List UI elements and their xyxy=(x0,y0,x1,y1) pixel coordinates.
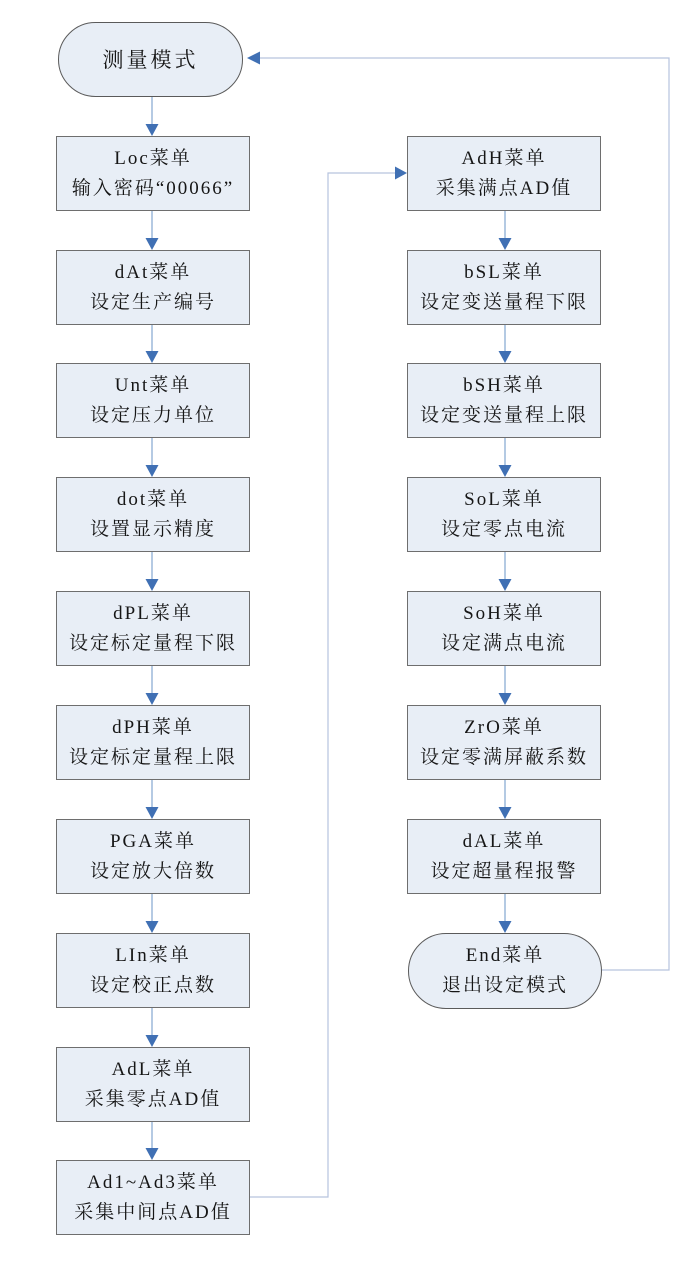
node-bsh-menu xyxy=(407,363,601,438)
node-ad1-ad3-menu xyxy=(56,1160,250,1235)
node-dpl-menu xyxy=(56,591,250,666)
node-subtitle: 设定标定量程下限 xyxy=(68,632,237,654)
node-dot-menu xyxy=(56,477,250,552)
node-unt-menu xyxy=(56,363,250,438)
node-title: PGA菜单 xyxy=(109,830,196,852)
node-title: Ad1~Ad3菜单 xyxy=(87,1171,219,1193)
node-subtitle: 设定变送量程上限 xyxy=(419,404,588,426)
node-end-menu xyxy=(408,933,602,1009)
node-title: SoL菜单 xyxy=(464,488,544,510)
node-pga-menu xyxy=(56,819,250,894)
node-title: bSH菜单 xyxy=(463,374,545,396)
node-dat-menu xyxy=(56,250,250,325)
node-subtitle: 采集满点AD值 xyxy=(435,177,573,199)
node-subtitle: 设定校正点数 xyxy=(89,974,216,996)
node-subtitle: 设定变送量程下限 xyxy=(419,291,588,313)
node-title: SoH菜单 xyxy=(463,602,545,624)
node-measure-mode xyxy=(58,22,243,97)
connector-ad13-to-adh xyxy=(250,173,395,1197)
node-sol-menu xyxy=(407,477,601,552)
node-title: dAt菜单 xyxy=(114,261,192,283)
node-title: ZrO菜单 xyxy=(464,716,544,738)
node-bsl-menu xyxy=(407,250,601,325)
arrowhead-into-start xyxy=(247,52,260,65)
node-title: AdH菜单 xyxy=(461,147,547,169)
node-title: End菜单 xyxy=(465,945,545,966)
node-subtitle: 采集零点AD值 xyxy=(84,1088,222,1110)
node-adh-menu xyxy=(407,136,601,211)
node-subtitle: 采集中间点AD值 xyxy=(74,1201,232,1223)
node-title: Loc菜单 xyxy=(114,147,192,169)
node-dal-menu xyxy=(407,819,601,894)
node-subtitle: 输入密码“00066” xyxy=(71,177,235,199)
node-adl-menu xyxy=(56,1047,250,1122)
node-subtitle: 设定超量程报警 xyxy=(430,860,578,882)
node-title: AdL菜单 xyxy=(111,1058,195,1080)
node-subtitle: 设定生产编号 xyxy=(89,291,216,313)
node-zro-menu xyxy=(407,705,601,780)
node-subtitle: 设定零点电流 xyxy=(440,518,567,540)
node-lin-menu xyxy=(56,933,250,1008)
node-subtitle: 设置显示精度 xyxy=(89,518,216,540)
node-title: dPL菜单 xyxy=(113,602,193,624)
node-subtitle: 设定压力单位 xyxy=(89,404,216,426)
node-title: dAL菜单 xyxy=(462,830,546,852)
node-title: bSL菜单 xyxy=(464,261,544,283)
node-subtitle: 设定标定量程上限 xyxy=(68,746,237,768)
node-title: Unt菜单 xyxy=(114,374,192,396)
node-subtitle: 设定满点电流 xyxy=(440,632,567,654)
arrowhead-into-adh xyxy=(395,167,407,180)
node-title: dPH菜单 xyxy=(112,716,194,738)
node-title: dot菜单 xyxy=(116,488,190,510)
node-dph-menu xyxy=(56,705,250,780)
node-subtitle: 退出设定模式 xyxy=(441,975,568,996)
node-subtitle: 设定零满屏蔽系数 xyxy=(419,746,588,768)
node-soh-menu xyxy=(407,591,601,666)
node-title: LIn菜单 xyxy=(115,944,191,966)
node-label: 测量模式 xyxy=(102,47,199,72)
node-loc-menu xyxy=(56,136,250,211)
node-subtitle: 设定放大倍数 xyxy=(89,860,216,882)
